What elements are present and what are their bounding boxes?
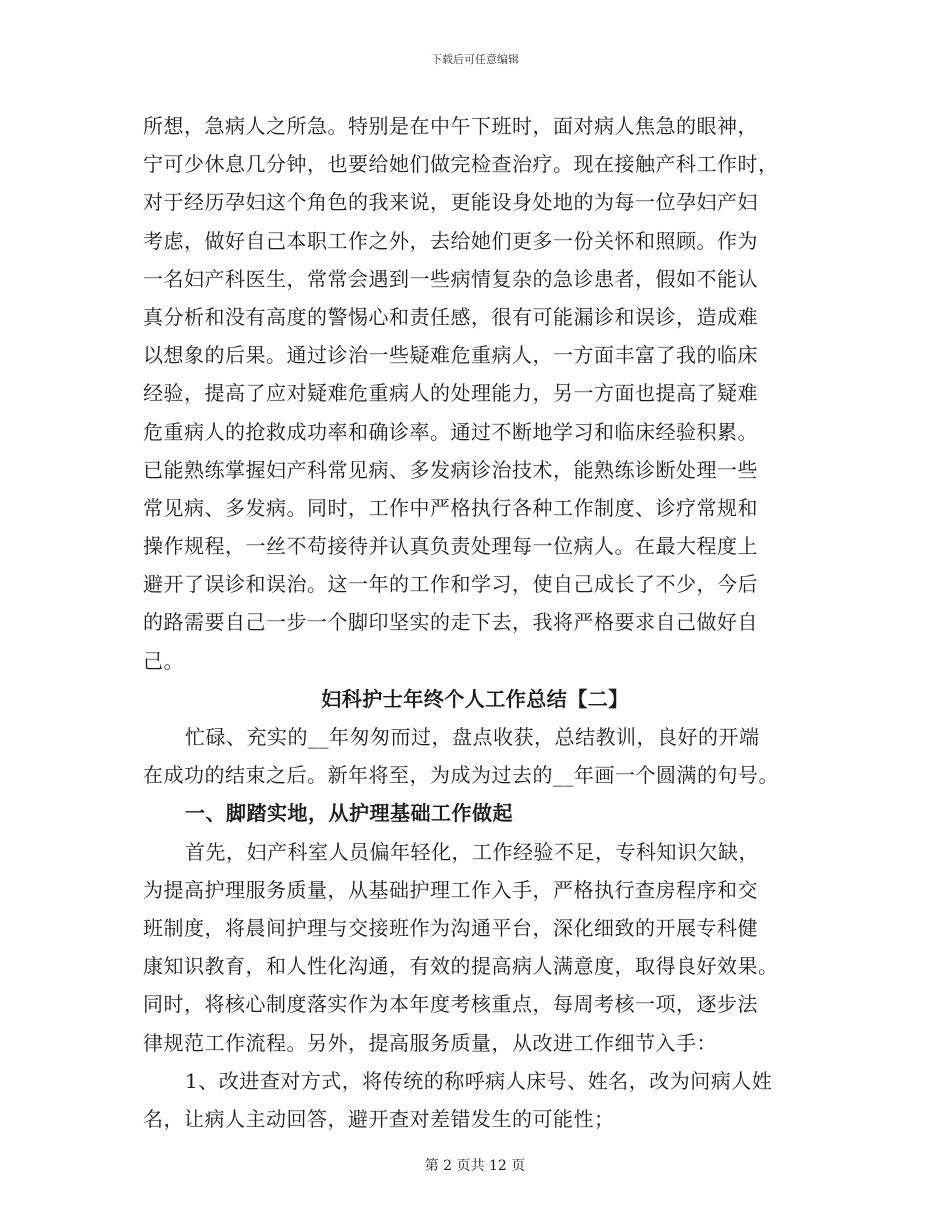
body-line: 操作规程，一丝不苟接待并认真负责处理每一位病人。在最大程度上 bbox=[143, 534, 758, 559]
paragraph-line: 为提高护理服务质量，从基础护理工作入手，严格执行查房程序和交 bbox=[143, 877, 758, 902]
intro-line: 在成功的结束之后。新年将至，为成为过去的__年画一个圆满的句号。 bbox=[143, 763, 779, 788]
body-line: 真分析和没有高度的警惕心和责任感，很有可能漏诊和误诊，造成难 bbox=[143, 304, 758, 329]
body-line: 己。 bbox=[143, 648, 184, 673]
list-item-line: 名，让病人主动回答，避开查对差错发生的可能性； bbox=[143, 1106, 615, 1131]
page-header: 下载后可任意编辑 bbox=[431, 53, 519, 66]
body-line: 宁可少休息几分钟，也要给她们做完检查治疗。现在接触产科工作时， bbox=[143, 152, 779, 177]
document-body bbox=[143, 107, 807, 1138]
paragraph-line: 班制度，将晨间护理与交接班作为沟通平台，深化细致的开展专科健 bbox=[143, 915, 758, 940]
paragraph-line: 首先，妇产科室人员偏年轻化，工作经验不足，专科知识欠缺， bbox=[185, 839, 759, 864]
body-line: 的路需要自己一步一个脚印坚实的走下去，我将严格要求自己做好自 bbox=[143, 610, 758, 635]
body-line: 经验，提高了应对疑难危重病人的处理能力，另一方面也提高了疑难 bbox=[143, 381, 758, 406]
paragraph-line: 律规范工作流程。另外，提高服务质量，从改进工作细节入手： bbox=[143, 1030, 717, 1055]
paragraph-line: 康知识教育，和人性化沟通，有效的提高病人满意度，取得良好效果。 bbox=[143, 954, 779, 979]
paragraph-line: 同时，将核心制度落实作为本年度考核重点，每周考核一项，逐步法 bbox=[143, 992, 758, 1017]
body-line: 已能熟练掌握妇产科常见病、多发病诊治技术，能熟练诊断处理一些 bbox=[143, 457, 758, 482]
body-line: 所想，急病人之所急。特别是在中午下班时，面对病人焦急的眼神， bbox=[143, 114, 758, 138]
section-title: 妇科护士年终个人工作总结【二】 bbox=[321, 686, 629, 711]
body-line: 考虑，做好自己本职工作之外，去给她们更多一份关怀和照顾。作为 bbox=[143, 228, 758, 253]
body-line: 一名妇产科医生，常常会遇到一些病情复杂的急诊患者，假如不能认 bbox=[143, 266, 758, 291]
intro-line: 忙碌、充实的__年匆匆而过，盘点收获，总结教训，良好的开端 bbox=[185, 725, 760, 749]
section-subheading: 一、脚踏实地，从护理基础工作做起 bbox=[185, 801, 513, 826]
body-line: 危重病人的抢救成功率和确诊率。通过不断地学习和临床经验积累。 bbox=[143, 419, 758, 444]
body-line: 对于经历孕妇这个角色的我来说，更能设身处地的为每一位孕妇产妇 bbox=[143, 190, 758, 215]
body-line: 避开了误诊和误治。这一年的工作和学习，使自己成长了不少，今后 bbox=[143, 572, 758, 597]
list-item-line: 1、改进查对方式，将传统的称呼病人床号、姓名，改为问病人姓 bbox=[185, 1068, 773, 1093]
page-footer: 第 2 页共 12 页 bbox=[424, 1158, 526, 1174]
body-line: 常见病、多发病。同时，工作中严格执行各种工作制度、诊疗常规和 bbox=[143, 495, 758, 520]
body-line: 以想象的后果。通过诊治一些疑难危重病人，一方面丰富了我的临床 bbox=[143, 343, 758, 368]
